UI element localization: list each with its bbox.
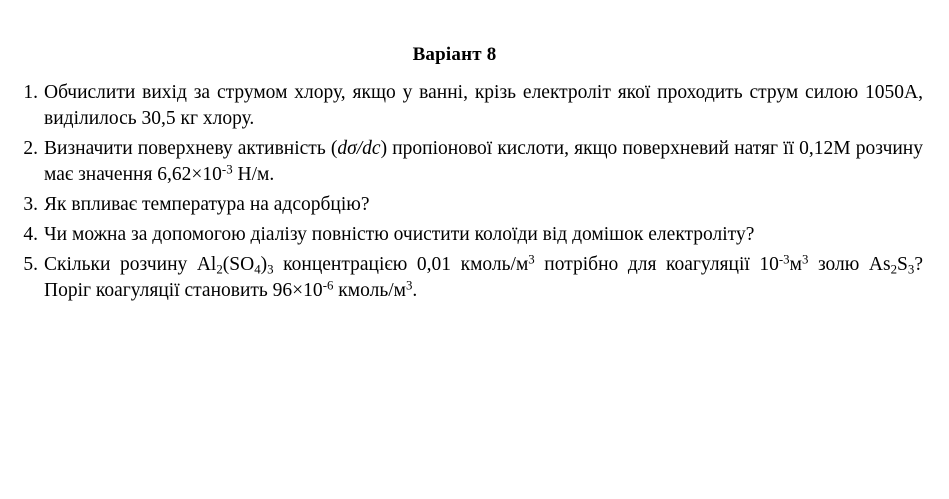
task-text: Чи можна за допомогою діалізу повністю очистити колоїди від домішок електроліту? [44, 224, 755, 245]
task-item [12, 80, 937, 132]
task-number: 3. [23, 194, 38, 215]
task-number: 2. [23, 138, 38, 159]
superscript: 3 [528, 252, 535, 267]
superscript: 3 [405, 278, 413, 293]
superscript: -3 [221, 162, 233, 177]
task-item [12, 222, 937, 248]
task-item [12, 192, 937, 218]
task-list-container [0, 66, 949, 304]
subscript: 3 [267, 262, 274, 277]
superscript: 3 [801, 252, 809, 267]
task-text: Визначити поверхневу активність (dσ/dc) пропіонової кислоти, якщо поверхневий натяг її 0,12М розчину має значення $6,62\times 10^{-3}$ Н/м. [44, 138, 923, 185]
italic-term: dσ/dc [337, 138, 381, 159]
subscript: 4 [254, 262, 261, 277]
task-text: Як впливає температура на адсорбцію? [44, 194, 370, 215]
superscript: -3 [778, 252, 790, 267]
task-item [12, 136, 937, 188]
task-text: Обчислити вихід за струмом хлору, якщо у ванні, крізь електроліт якої проходить струм силою 1050А, виділилось 30,5 кг хлору. [44, 82, 923, 129]
task-text: Скільки розчину $Al_2(SO_4)_3$ концентрацією 0,01 кмоль/$м^3$ потрібно для коагуляції $10^{-3}м^3$ золю $As_2S_3$? Поріг коагуляції становить $96\times 10^{-6}$ кмоль/$м^3$. [44, 252, 923, 301]
task-list [12, 80, 937, 304]
task-number: 1. [23, 82, 38, 103]
task-item [12, 252, 937, 304]
superscript: -6 [322, 278, 334, 293]
task-number: 4. [23, 224, 38, 245]
subscript: 2 [216, 262, 223, 277]
subscript: 2 [890, 262, 898, 277]
subscript: 3 [907, 262, 915, 277]
task-number: 5. [23, 254, 38, 275]
page-title: Варіант 8 [412, 44, 497, 65]
